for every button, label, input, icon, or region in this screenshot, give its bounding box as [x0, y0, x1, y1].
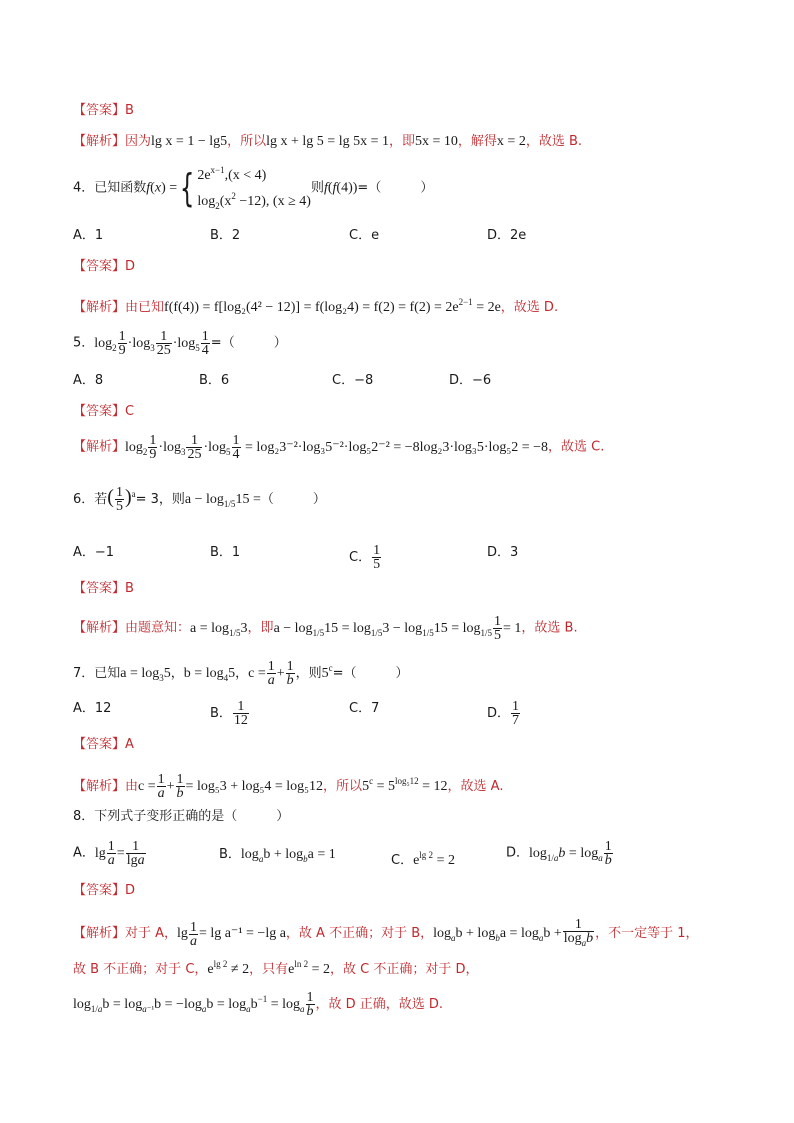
analysis-line-8-b: 故 B 不正确；对于 C，$e^{lg 2} \ne 2$，只有$e^{ln 2} = 2$，故 C 不正确；对于 D， [73, 959, 479, 977]
brace: { [179, 166, 195, 210]
option-c[interactable]: C． $\frac{1}{5}$ [349, 543, 381, 572]
option-d[interactable]: D．2e [487, 228, 527, 243]
analysis-line-8-c: $\log_{1/a}b = \log_{a^{-1}}b = -\log_ab = \log_ab^{-1} = \log_a$ $\frac{1}{b}$ ，故 D 正确，故选 D. [73, 990, 444, 1020]
analysis-line-6: 【解析】由题意知：$a = \log_{1/5}3$，即$a - \log_{1/5}15 = \log_{1/5}3 - \log_{1/5}15 = \log_{1/5}$ $\frac{1}{5}$ = 1，故选 B. [73, 614, 578, 643]
option-b[interactable]: B．$\log_ab + \log_ba = 1$ [219, 847, 336, 864]
answer-line-4: 【答案】D [73, 259, 136, 274]
question-6-stem: 6．若( $\frac{1}{5}$ )$^a$= 3，则$a - \log_{1/5}15$ =（ ） [73, 485, 326, 515]
answer-line-6: 【答案】B [73, 581, 134, 596]
question-4-options [73, 227, 723, 247]
answer-line-8: 【答案】D [73, 883, 136, 898]
option-d[interactable]: D．$\log_{1/a}b = \log_a$ $\frac{1}{b}$ [506, 839, 612, 868]
option-c[interactable]: C．7 [349, 701, 380, 716]
question-5-stem: 5．$\log_2$ $\frac{1}{9}$ $\cdot\log_3$ $\frac{1}{25}$ $\cdot\log_5$ $\frac{1}{4}$ =（ ） [73, 329, 287, 358]
option-b[interactable]: B． $\frac{1}{12}$ [210, 699, 248, 728]
question-5-options [73, 372, 723, 392]
option-b[interactable]: B．6 [199, 373, 230, 388]
option-c[interactable]: C．$e^{lg 2} = 2$ [391, 850, 455, 868]
question-6-options [73, 538, 723, 578]
question-8-stem: 8．下列式子变形正确的是（ ） [73, 809, 290, 824]
option-a[interactable]: A．−1 [73, 545, 115, 560]
question-7-stem: 7．已知$a = \log_35$，$b = \log_45$，c = $\frac{1}{a}$ + $\frac{1}{b}$ ，则$5^c=$（ ） [73, 659, 409, 689]
option-a[interactable]: A．8 [73, 373, 104, 388]
option-a[interactable]: A．lg $\frac{1}{a}$ = $\frac{1}{\lg a}$ [73, 839, 145, 868]
question-8-options [73, 836, 723, 876]
piecewise-cases: $2e^{x-1},(x < 4)$ $\log_2(x^2 -12)$, (x ≥ 4) [197, 165, 311, 211]
analysis-line-8-a: 【解析】对于 A，lg $\frac{1}{a}$ = lg a⁻¹ = −lg a，故 A 不正确；对于 B，$\log_ab + \log_ba = \log_ab$ + $\frac{1}{\log_ab}$ ，不一定等于 1， [73, 917, 699, 949]
analysis-line-3: 【解析】因为lg x = 1 − lg5，所以lg x + lg 5 = lg 5x = 1，即5x = 10，解得x = 2，故选 B. [73, 134, 583, 149]
option-c[interactable]: C．e [349, 228, 380, 243]
answer-line-7: 【答案】A [73, 737, 134, 752]
option-a[interactable]: A．12 [73, 701, 112, 716]
answer-line-3 [73, 102, 134, 120]
question-7-options [73, 694, 723, 734]
option-b[interactable]: B．2 [210, 228, 241, 243]
option-d[interactable]: D． $\frac{1}{7}$ [487, 699, 520, 728]
analysis-line-4: 【解析】由已知$f(f(4)) = f[\log_2(4^2 - 12)] = f(\log_24) = f(2) = f(2) = 2e^{2-1} = 2e$，故选 D. [73, 297, 559, 315]
option-c[interactable]: C．−8 [332, 373, 374, 388]
analysis-line-5: 【解析】$\log_2$ $\frac{1}{9}$ $\cdot\log_3$ $\frac{1}{25}$ $\cdot\log_5$ $\frac{1}{4}$ = log₂3⁻²·log₃5⁻²·log₅2⁻² = −8log₂3·log₃5·log₅2 = −8，故选 C. [73, 433, 605, 462]
analysis-line-7: 【解析】由c = $\frac{1}{a}$ + $\frac{1}{b}$ = log₅3 + log₅4 = log₅12，所以$5^c = 5^{log_512} = 12$，故选 A. [73, 772, 504, 802]
option-d[interactable]: D．−6 [449, 373, 492, 388]
answer-label: 【答案】 [73, 103, 126, 118]
question-4-stem: 4．已知函数f(x) ={ $2e^{x-1},(x < 4)$ $\log_2(x^2 -12)$, (x ≥ 4) 则f(f(4))=（ ） [73, 160, 433, 216]
option-d[interactable]: D．3 [487, 545, 519, 560]
option-a[interactable]: A．1 [73, 228, 104, 243]
analysis-label: 【解析】 [73, 134, 126, 149]
answer-line-5: 【答案】C [73, 404, 135, 419]
option-b[interactable]: B．1 [210, 545, 241, 560]
answer-value: B [125, 103, 134, 118]
